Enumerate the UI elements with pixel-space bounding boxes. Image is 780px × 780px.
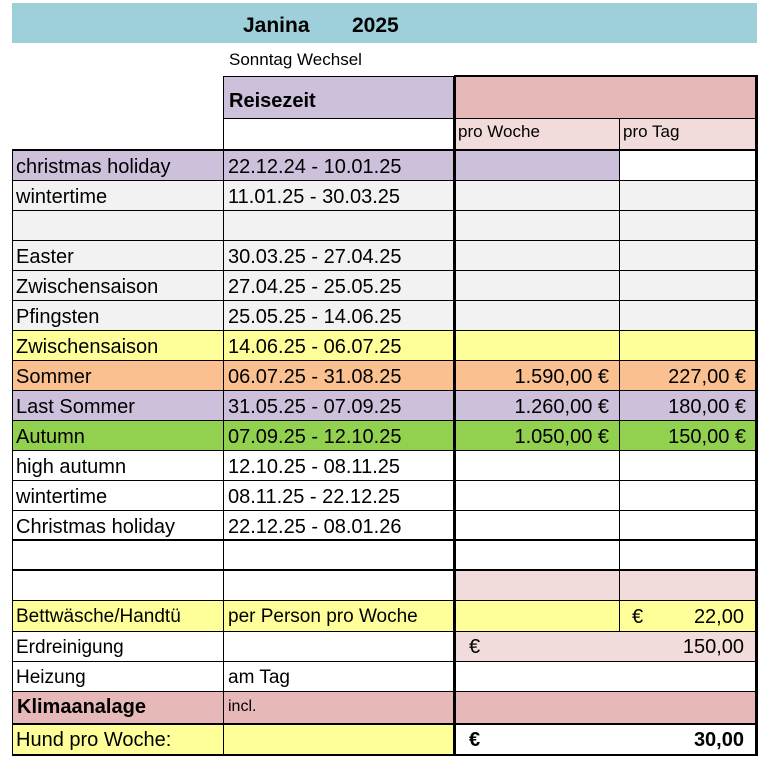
season-dates: 22.12.25 - 08.01.26 bbox=[224, 511, 454, 541]
season-day-price bbox=[620, 181, 756, 211]
grid-line bbox=[12, 600, 758, 601]
grid-line bbox=[12, 300, 758, 301]
grid-line bbox=[12, 691, 758, 692]
linen-label: Bettwäsche/Handtü bbox=[12, 601, 224, 631]
season-dates: 11.01.25 - 30.03.25 bbox=[224, 181, 454, 211]
per-day-header: pro Tag bbox=[620, 118, 756, 150]
season-name: christmas holiday bbox=[12, 151, 224, 181]
season-week-price bbox=[455, 211, 619, 241]
season-name: Zwischensaison bbox=[12, 271, 224, 301]
grid-line bbox=[12, 754, 758, 756]
season-week-price bbox=[455, 301, 619, 331]
grid-line bbox=[12, 240, 758, 241]
guest-name: Janina bbox=[243, 14, 310, 37]
season-dates: 31.05.25 - 07.09.25 bbox=[224, 391, 454, 421]
aircon-price bbox=[455, 692, 756, 724]
grid-line bbox=[12, 510, 758, 511]
season-name: Easter bbox=[12, 241, 224, 271]
aircon-label: Klimaanalage bbox=[12, 692, 224, 724]
season-name: wintertime bbox=[12, 181, 224, 211]
cleaning-label: Erdreinigung bbox=[16, 637, 124, 658]
season-day-price: 227,00 € bbox=[620, 361, 756, 391]
grid-line bbox=[12, 661, 758, 662]
grid-line bbox=[12, 149, 758, 151]
season-dates bbox=[224, 211, 454, 241]
season-week-price bbox=[455, 271, 619, 301]
heating-label: Heizung bbox=[16, 667, 86, 688]
grid-line bbox=[224, 118, 756, 119]
travel-time-header: Reisezeit bbox=[224, 76, 454, 118]
linen-note: per Person pro Woche bbox=[224, 601, 454, 631]
grid-line bbox=[12, 631, 758, 632]
season-week-price bbox=[455, 481, 619, 511]
season-week-price bbox=[455, 511, 619, 541]
season-dates: 14.06.25 - 06.07.25 bbox=[224, 331, 454, 361]
season-name bbox=[12, 211, 224, 241]
season-name: Autumn bbox=[12, 421, 224, 451]
dog-price: € 30,00 bbox=[455, 725, 756, 755]
dog-note bbox=[224, 725, 454, 755]
season-day-price: 180,00 € bbox=[620, 391, 756, 421]
grid-line bbox=[12, 420, 758, 421]
grid-line bbox=[223, 76, 224, 151]
season-dates: 22.12.24 - 10.01.25 bbox=[224, 151, 454, 181]
linen-price: € 22,00 bbox=[620, 601, 756, 631]
season-week-price bbox=[455, 451, 619, 481]
season-day-price bbox=[620, 211, 756, 241]
season-week-price bbox=[455, 151, 619, 181]
price-header-band bbox=[455, 76, 756, 118]
season-week-price bbox=[455, 331, 619, 361]
grid-line bbox=[619, 150, 620, 632]
season-day-price bbox=[620, 151, 756, 181]
spacer-row bbox=[620, 570, 756, 600]
grid-line bbox=[454, 75, 758, 77]
season-day-price: 150,00 € bbox=[620, 421, 756, 451]
season-week-price bbox=[455, 241, 619, 271]
season-dates: 25.05.25 - 14.06.25 bbox=[224, 301, 454, 331]
grid-line bbox=[619, 118, 620, 151]
season-dates: 27.04.25 - 25.05.25 bbox=[224, 271, 454, 301]
season-name: high autumn bbox=[12, 451, 224, 481]
season-dates: 07.09.25 - 12.10.25 bbox=[224, 421, 454, 451]
aircon-note: incl. bbox=[224, 692, 454, 724]
season-name: Pfingsten bbox=[12, 301, 224, 331]
per-week-header: pro Woche bbox=[455, 118, 619, 150]
season-week-price bbox=[455, 181, 619, 211]
season-day-price bbox=[620, 331, 756, 361]
linen-week bbox=[455, 601, 619, 631]
heating-note: am Tag bbox=[228, 667, 290, 688]
grid-line bbox=[12, 539, 758, 541]
season-week-price: 1.590,00 € bbox=[455, 361, 619, 391]
season-day-price bbox=[620, 481, 756, 511]
season-name: wintertime bbox=[12, 481, 224, 511]
season-day-price bbox=[620, 451, 756, 481]
season-name: Sommer bbox=[12, 361, 224, 391]
season-name: Christmas holiday bbox=[12, 511, 224, 541]
season-name: Last Sommer bbox=[12, 391, 224, 421]
grid-line bbox=[12, 360, 758, 361]
year: 2025 bbox=[352, 14, 399, 37]
season-dates: 30.03.25 - 27.04.25 bbox=[224, 241, 454, 271]
dog-label: Hund pro Woche: bbox=[12, 725, 224, 755]
grid-line bbox=[12, 210, 758, 211]
season-name: Zwischensaison bbox=[12, 331, 224, 361]
grid-line bbox=[12, 150, 13, 756]
grid-line bbox=[12, 330, 758, 331]
grid-line bbox=[12, 270, 758, 271]
season-day-price bbox=[620, 301, 756, 331]
grid-line bbox=[224, 76, 454, 77]
grid-line bbox=[12, 450, 758, 451]
grid-line bbox=[12, 180, 758, 181]
season-dates: 12.10.25 - 08.11.25 bbox=[224, 451, 454, 481]
season-week-price: 1.260,00 € bbox=[455, 391, 619, 421]
season-day-price bbox=[620, 241, 756, 271]
changeover-note: Sonntag Wechsel bbox=[229, 50, 362, 69]
grid-line bbox=[453, 76, 456, 756]
spacer-row bbox=[455, 570, 619, 600]
season-day-price bbox=[620, 271, 756, 301]
grid-line bbox=[755, 76, 758, 756]
grid-line bbox=[223, 150, 224, 756]
grid-line bbox=[12, 723, 758, 725]
season-day-price bbox=[620, 511, 756, 541]
season-dates: 06.07.25 - 31.08.25 bbox=[224, 361, 454, 391]
season-week-price: 1.050,00 € bbox=[455, 421, 619, 451]
grid-line bbox=[12, 390, 758, 391]
grid-line bbox=[12, 569, 758, 571]
grid-line bbox=[12, 480, 758, 481]
cleaning-price: € 150,00 bbox=[455, 632, 756, 662]
season-dates: 08.11.25 - 22.12.25 bbox=[224, 481, 454, 511]
